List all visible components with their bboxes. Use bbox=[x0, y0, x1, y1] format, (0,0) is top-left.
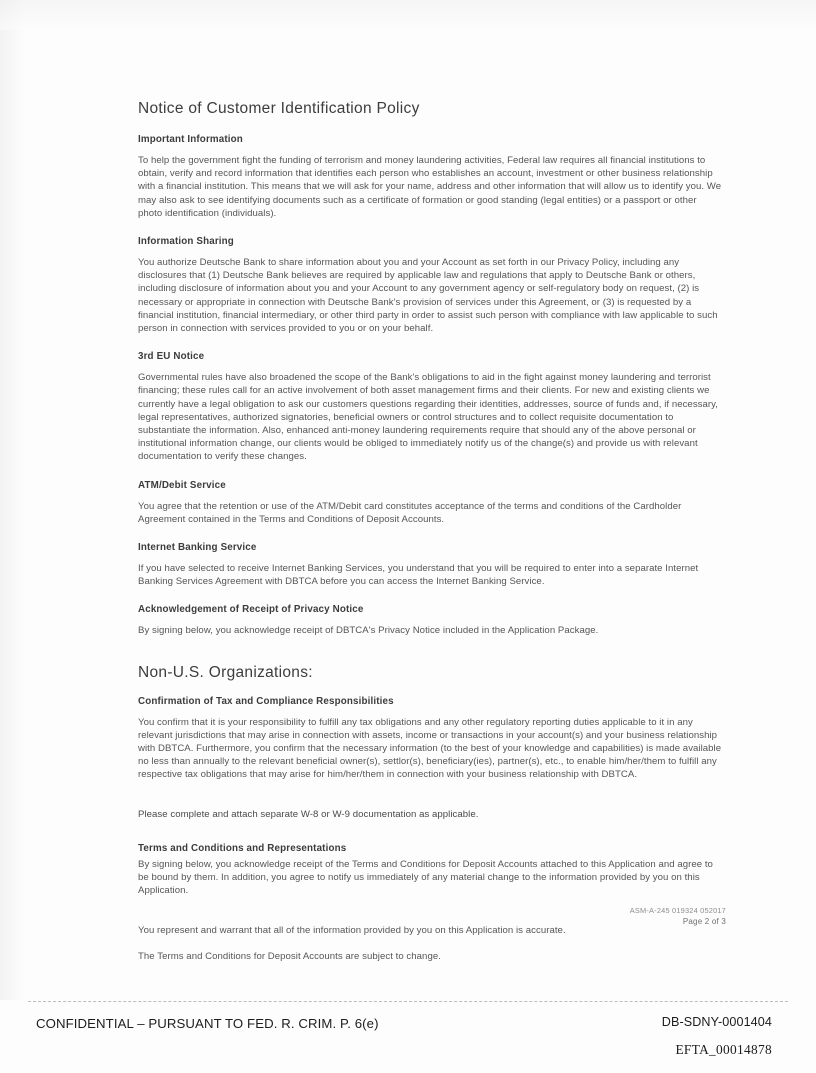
section-heading: ATM/Debit Service bbox=[138, 479, 226, 491]
scan-edge-shadow-top bbox=[0, 0, 816, 30]
subject-to-change-statement: The Terms and Conditions for Deposit Accounts are subject to change. bbox=[138, 950, 441, 962]
page-number: Page 2 of 3 bbox=[682, 917, 726, 926]
note-w8-w9: Please complete and attach separate W-8 or W-9 documentation as applicable. bbox=[138, 808, 479, 820]
section-heading: Confirmation of Tax and Compliance Responsibilities bbox=[138, 695, 394, 707]
section-important-information bbox=[138, 134, 722, 220]
section-heading: Important Information bbox=[138, 134, 243, 145]
section-heading: 3rd EU Notice bbox=[138, 351, 205, 363]
representation-statement: You represent and warrant that all of the information provided by you on this Application is accurate. bbox=[138, 924, 566, 936]
section-3rd-eu-notice bbox=[138, 351, 722, 463]
confidential-stamp: CONFIDENTIAL – PURSUANT TO FED. R. CRIM. P. 6(e) bbox=[36, 1016, 379, 1031]
section-paragraph: You confirm that it is your responsibility to fulfill any tax obligations and any other regulatory reporting duties applicable to it in any relevant jurisdictions that may arise in connection with assets, income or transactions in your account(s) and your business relationship with DBTCA. Furthermore, you confirm that the necessary information (to the best of your knowledge and capabilities) is made available no less than annually to the relevant beneficial owner(s), settlor(s), beneficiary(ies), partner(s), etc., to enable him/her/them to fulfill any respective tax obligations that may arise for him/her/them in connection with your business relationship with DBTCA. bbox=[138, 716, 722, 781]
section-paragraph: By signing below, you acknowledge receipt of DBTCA's Privacy Notice included in the Application Package. bbox=[138, 625, 599, 637]
spacer bbox=[138, 798, 722, 808]
section-paragraph: To help the government fight the funding of terrorism and money laundering activities, Federal law requires all financial institutions to obtain, verify and record information that identifies each person who establishes an account, investment or other business relationship with a financial institution. This means that we will ask for your name, address and other information that will allow us to identify you. We may also ask to see identifying documents such as a certificate of formation or good standing (legal entities) or a passport or other photo identification (individuals). bbox=[138, 155, 722, 219]
section-atm-debit-service bbox=[138, 480, 722, 526]
bates-number-secondary: EFTA_00014878 bbox=[675, 1042, 772, 1057]
section-tax-compliance-responsibilities bbox=[138, 696, 722, 782]
form-footer bbox=[606, 905, 726, 927]
section-heading: Terms and Conditions and Representations bbox=[138, 842, 347, 854]
section-acknowledgement-privacy-notice bbox=[138, 604, 722, 637]
section-heading: Internet Banking Service bbox=[138, 542, 257, 554]
section-paragraph: You agree that the retention or use of the ATM/Debit card constitutes acceptance of the terms and conditions of the Cardholder Agreement contained in the Terms and Conditions of Deposit Accounts. bbox=[138, 500, 682, 525]
form-code: ASM-A-245 019324 052017 bbox=[629, 906, 726, 915]
bates-number-primary: DB-SDNY-0001404 bbox=[661, 1015, 772, 1029]
page-title: Notice of Customer Identification Policy bbox=[138, 100, 420, 117]
scan-edge-shadow-left bbox=[0, 0, 26, 1000]
footer-divider bbox=[28, 1001, 788, 1002]
section-heading: Information Sharing bbox=[138, 236, 234, 248]
document-body bbox=[138, 100, 722, 963]
section-information-sharing bbox=[138, 236, 722, 335]
section-internet-banking-service bbox=[138, 542, 722, 588]
section-paragraph: If you have selected to receive Internet Banking Services, you understand that you will be required to enter into a separate Internet Banking Services Agreement with DBTCA before you can access the Internet Banking Service. bbox=[138, 563, 699, 588]
section-paragraph: You authorize Deutsche Bank to share information about you and your Account as set forth in our Privacy Policy, including any disclosures that (1) Deutsche Bank believes are required by applicable law and regulations that apply to Deutsche Bank or others, including disclosure of information about you and your Account to any government agency or self-regulatory body on request, (2) is necessary or appropriate in connection with Deutsche Bank's provision of services under this Agreement, or (3) is requested by a financial institution, financial intermediary, or other third party in order to assist such person with compliance with law applicable to such person in connection with services provided to you or on your behalf. bbox=[138, 257, 718, 335]
section-heading: Acknowledgement of Receipt of Privacy Notice bbox=[138, 604, 364, 616]
section-paragraph: Governmental rules have also broadened the scope of the Bank's obligations to aid in the fight against money laundering and terrorist financing; these rules call for an active involvement of both asset management firms and their clients. For new and existing clients we currently have a legal obligation to ask our customers questions regarding their identities, addresses, source of funds and, if necessary, legal representatives, authorized signatories, beneficial owners or control structures and to collect requisite documentation to substantiate the information. Also, enhanced anti-money laundering requirements require that should any of the above personal or institutional information change, our clients would be obliged to immediately notify us of the change(s) and provide us with relevant documentation to verify these changes. bbox=[138, 372, 718, 463]
section-terms-and-conditions bbox=[138, 843, 722, 898]
section-title-non-us-organizations: Non-U.S. Organizations: bbox=[138, 663, 313, 681]
section-paragraph: By signing below, you acknowledge receipt of the Terms and Conditions for Deposit Accounts attached to this Application and agree to be bound by them. In addition, you agree to notify us immediately of any material change to the information provided by you on this Application. bbox=[138, 858, 713, 897]
